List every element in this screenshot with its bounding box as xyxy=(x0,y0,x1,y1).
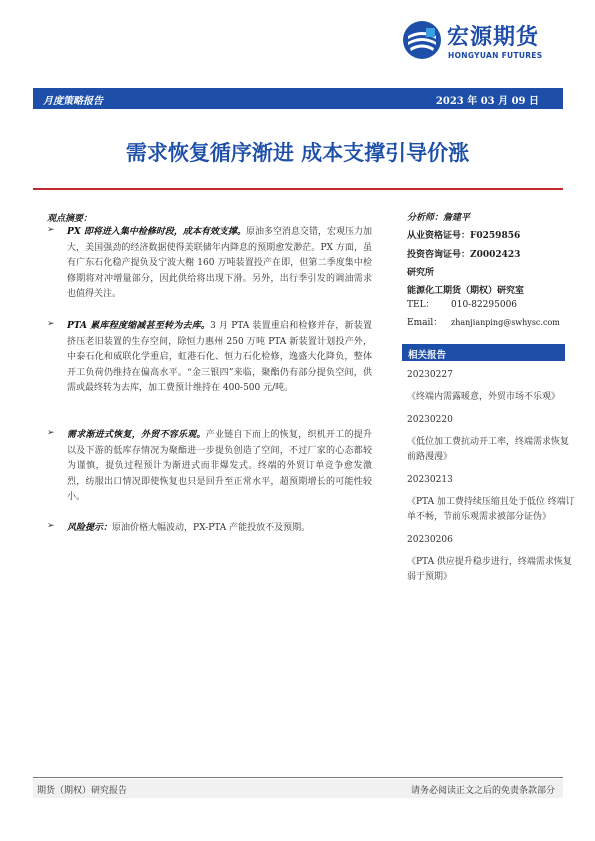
summary-bullet xyxy=(47,319,372,397)
related-reports-heading: 相关报告 xyxy=(408,350,447,361)
arrow-bullet-icon: ➢ xyxy=(47,225,55,235)
related-report-title[interactable]: 《低位加工费抗动开工率，终端需求恢复前路漫漫》 xyxy=(407,437,570,462)
footer-divider xyxy=(33,777,563,778)
summary-heading: 观点摘要： xyxy=(47,214,93,224)
report-header-bar xyxy=(33,88,563,109)
arrow-bullet-icon: ➢ xyxy=(47,428,55,438)
related-reports-header xyxy=(402,344,565,361)
report-date: 2023 年 03 月 09 日 xyxy=(435,96,539,107)
report-title: 需求恢复循序渐进 成本支撑引导价涨 xyxy=(125,141,470,165)
bullet-highlight: PTA 累库程度缩减甚至转为去库。 xyxy=(67,321,211,331)
bullet-paragraph xyxy=(67,225,372,303)
related-report-title[interactable]: 《PTA 加工费持续压缩且处于低位 终端订单不畅，节前乐观需求被部分证伪》 xyxy=(407,497,575,522)
email-value: zhanjianping@swhysc.com xyxy=(451,318,560,327)
email-label: Email： xyxy=(407,318,443,328)
related-report-title[interactable]: 《终端内需露暖意，外贸市场不乐观》 xyxy=(407,392,561,402)
page-footer xyxy=(33,779,563,798)
bullet-text: 产业链自下而上的恢复，织机开工的提升以及下游的低库存情况为聚酯进一步提负创造了空间，不过厂家的心态都较为谨慎，提负过程预计为渐进式而非爆发式。终端的外贸订单竞争愈发激烈，纺服出口情况即使恢复也只是回升至正常水平，超预期增长的可能性较小。 xyxy=(67,430,372,503)
institute-name: 能源化工期货（期权）研究室 xyxy=(407,286,525,297)
bullet-paragraph xyxy=(67,428,372,506)
bullet-text: 原油价格大幅波动，PX-PTA 产能投放不及预期。 xyxy=(112,523,311,533)
brand-name-cn: 宏源期货 xyxy=(447,25,540,50)
bullet-paragraph xyxy=(67,319,372,397)
institute-label: 研究所 xyxy=(407,267,435,278)
related-report-title[interactable]: 《PTA 供应提升稳步进行，终端需求恢复弱于预期》 xyxy=(407,557,572,582)
tel-value: 010-82295006 xyxy=(451,300,518,310)
consult-license-number: 投资咨询证号：Z0002423 xyxy=(407,249,521,260)
bullet-text: 3 月 PTA 装置重启和检修并存，新装置挤压老旧装置的生存空间，除恒力惠州 250 万吨 PTA 新装置计划投产外，中泰石化和威联化学重启，虹港石化、恒力石化检修，逸盛大化降负，整体开工负荷仍维持在偏高水平。“金三银四”来临，聚酯仍有部分提负空间，供需或最终转为去库，加工费预计维持在 400-500 元/吨。 xyxy=(67,321,372,394)
hongyuan-logo-icon xyxy=(402,20,442,60)
summary-bullet xyxy=(47,428,372,506)
related-report-date: 20230206 xyxy=(407,535,453,545)
related-reports-list xyxy=(407,362,577,593)
bullet-paragraph xyxy=(67,521,372,537)
bullet-text: 原油多空消息交错，宏观压力加大，美国强劲的经济数据使得美联储年内降息的预期愈发渺茫。PX 方面，虽有广东石化稳产提负及宁波大榭 160 万吨装置投产在即，但第二季度集中检修期将对冲增量部分，因此供给将出现下滑。另外，出行季引发的调油需求也值得关注。 xyxy=(67,227,372,300)
related-report-date: 20230227 xyxy=(407,370,453,380)
bullet-highlight: 需求渐进式恢复，外贸不容乐观。 xyxy=(67,430,206,440)
related-report-date: 20230213 xyxy=(407,475,453,485)
contact-tel xyxy=(407,297,517,310)
title-divider xyxy=(33,188,563,190)
analyst-info xyxy=(407,209,567,300)
bullet-highlight: 风险提示： xyxy=(67,523,113,533)
footer-left-text: 期货（期权）研究报告 xyxy=(37,786,128,796)
contact-email xyxy=(407,315,560,328)
summary-bullet xyxy=(47,225,372,303)
tel-label: TEL： xyxy=(407,300,435,310)
arrow-bullet-icon: ➢ xyxy=(47,521,55,531)
license-number: 从业资格证号：F0259856 xyxy=(407,231,521,242)
bullet-highlight: PX 即将进入集中检修时段，成本有效支撑。 xyxy=(67,227,246,237)
analyst-name: 分析师：詹建平 xyxy=(407,213,471,223)
company-logo xyxy=(402,18,562,68)
related-report-date: 20230220 xyxy=(407,415,453,425)
arrow-bullet-icon: ➢ xyxy=(47,319,55,329)
footer-disclaimer-text: 请务必阅读正文之后的免责条款部分 xyxy=(410,786,555,796)
report-type: 月度策略报告 xyxy=(43,96,103,107)
summary-bullet xyxy=(47,521,372,537)
brand-name-en: HONGYUAN FUTURES xyxy=(448,51,543,60)
